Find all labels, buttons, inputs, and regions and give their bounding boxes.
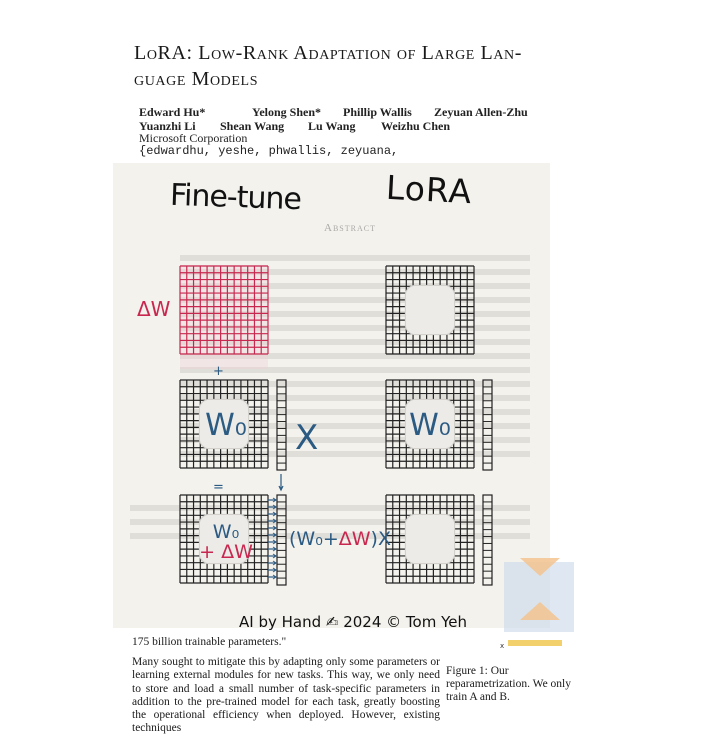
delta-w-label: ΔW (137, 297, 171, 321)
params-line: 175 billion trainable parameters." (132, 636, 287, 648)
times-sign: X (295, 418, 319, 458)
output-vector-lora (483, 495, 492, 585)
row-arrows (268, 474, 283, 579)
output-grid-lora (386, 495, 474, 583)
author-name: Yelong Shen* (252, 105, 322, 119)
figure-caption: Figure 1: Our reparametrization. We only train A and B. (446, 665, 571, 703)
email-list: {edwardhu, yeshe, phwallis, zeyuana, (139, 144, 399, 158)
input-vector-x-lora (483, 380, 492, 470)
lora-top-grid (386, 266, 474, 354)
finetune-label: Fine-tune (169, 177, 302, 218)
paper-figure-fragment (500, 540, 590, 660)
input-vector-x (277, 380, 286, 470)
sum-bottom: + ΔW (199, 541, 253, 563)
paper-title-line-2: guage Models (134, 68, 259, 90)
sum-top: W₀ (212, 521, 240, 543)
affiliation: Microsoft Corporation (139, 131, 248, 145)
author-name: Edward Hu* (139, 105, 206, 119)
output-expr-b: ΔW (338, 528, 371, 550)
output-expr-a: (W₀+ (289, 528, 339, 550)
credit-caption: AI by Hand ✍ 2024 © Tom Yeh (239, 613, 468, 631)
equals-sign: = (213, 480, 224, 495)
body-text: Many sought to mitigate this by adapting only some parameters or learning external modules for new tasks. This way, we only need to store and load a small number of task-specific parameters in addition to the pre-trained model for each task, greatly boosting the operational efficiency when deployed. However, existing techniques (132, 656, 440, 735)
w0-label-lora: W₀ (409, 408, 451, 443)
w0-label: W₀ (205, 408, 247, 443)
author-name: Zeyuan Allen-Zhu (434, 105, 528, 119)
sum-label (198, 522, 254, 562)
abstract-heading: Abstract (324, 222, 376, 234)
lora-label: LoRA (385, 167, 474, 212)
plus-sign: + (213, 364, 224, 379)
paper-title-line-1: LoRA: Low-Rank Adaptation of Large Lan- (134, 42, 523, 64)
author-name: Shean Wang (220, 119, 285, 133)
output-expression (289, 528, 391, 550)
output-expr-c: )X (370, 528, 391, 550)
author-name: Weizhu Chen (381, 119, 451, 133)
body-paragraph (132, 656, 440, 736)
output-vector-finetune (277, 495, 286, 585)
author-name: Yuanzhi Li (139, 119, 196, 133)
author-name: Phillip Wallis (343, 105, 412, 119)
svg-text:x: x (500, 642, 505, 650)
author-name: Lu Wang (308, 119, 356, 133)
